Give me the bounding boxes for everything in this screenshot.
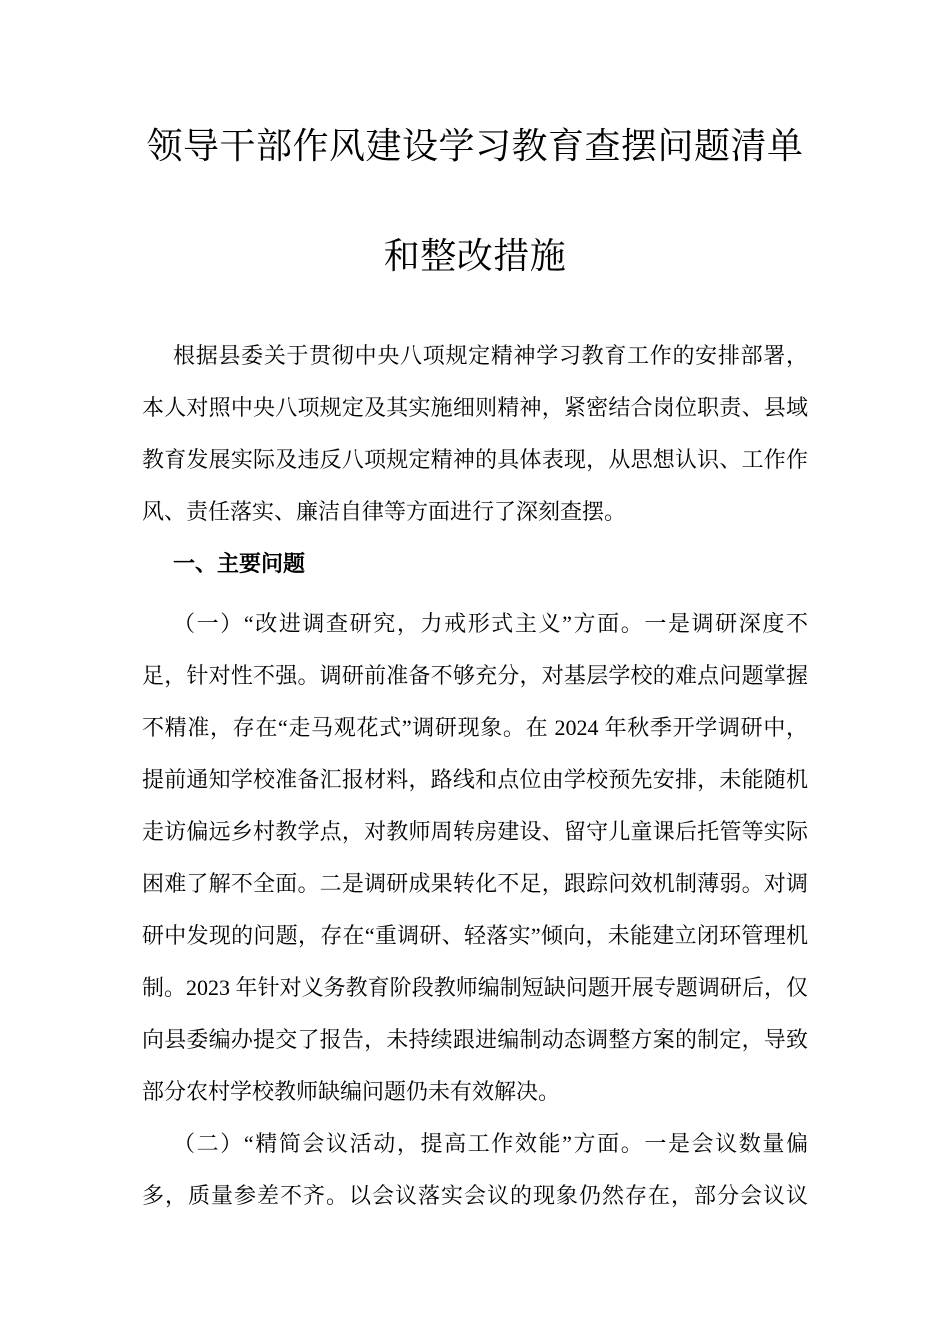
intro-paragraph: 根据县委关于贯彻中央八项规定精神学习教育工作的安排部署，本人对照中央八项规定及其实施细则精神，紧密结合岗位职责、县域教育发展实际及违反八项规定精神的具体表现，从思想认识、工作作风、责任落实、廉洁自律等方面进行了深刻查摆。: [142, 343, 808, 524]
document-title-line-1: 领导干部作风建设学习教育查摆问题清单: [146, 126, 804, 166]
section-heading-main-problems: 一、主要问题: [173, 551, 306, 576]
problem-item-2-paragraph-truncated: （二）“精简会议活动，提高工作效能”方面。一是会议数量偏多，质量参差不齐。以会议落实会议的现象仍然存在，部分会议议: [142, 1131, 809, 1208]
document-title-line-2: 和整改措施: [383, 236, 567, 276]
document-title: [142, 91, 808, 311]
problem-item-1-paragraph: （一）“改进调查研究，力戒形式主义”方面。一是调研深度不足，针对性不强。调研前准备不够充分，对基层学校的难点问题掌握不精准，存在“走马观花式”调研现象。在 2024 年秋季开学调研中，提前通知学校准备汇报材料，路线和点位由学校预先安排，未能随机走访偏远乡村教学点，对教师周转房建设、留守儿童课后托管等实际困难了解不全面。二是调研成果转化不足，跟踪问效机制薄弱。对调研中发现的问题，存在“重调研、轻落实”倾向，未能建立闭环管理机制。2023 年针对义务教育阶段教师编制短缺问题开展专题调研后，仅向县委编办提交了报告，未持续跟进编制动态调整方案的制定，导致部分农村学校教师缺编问题仍未有效解决。: [142, 611, 809, 1104]
